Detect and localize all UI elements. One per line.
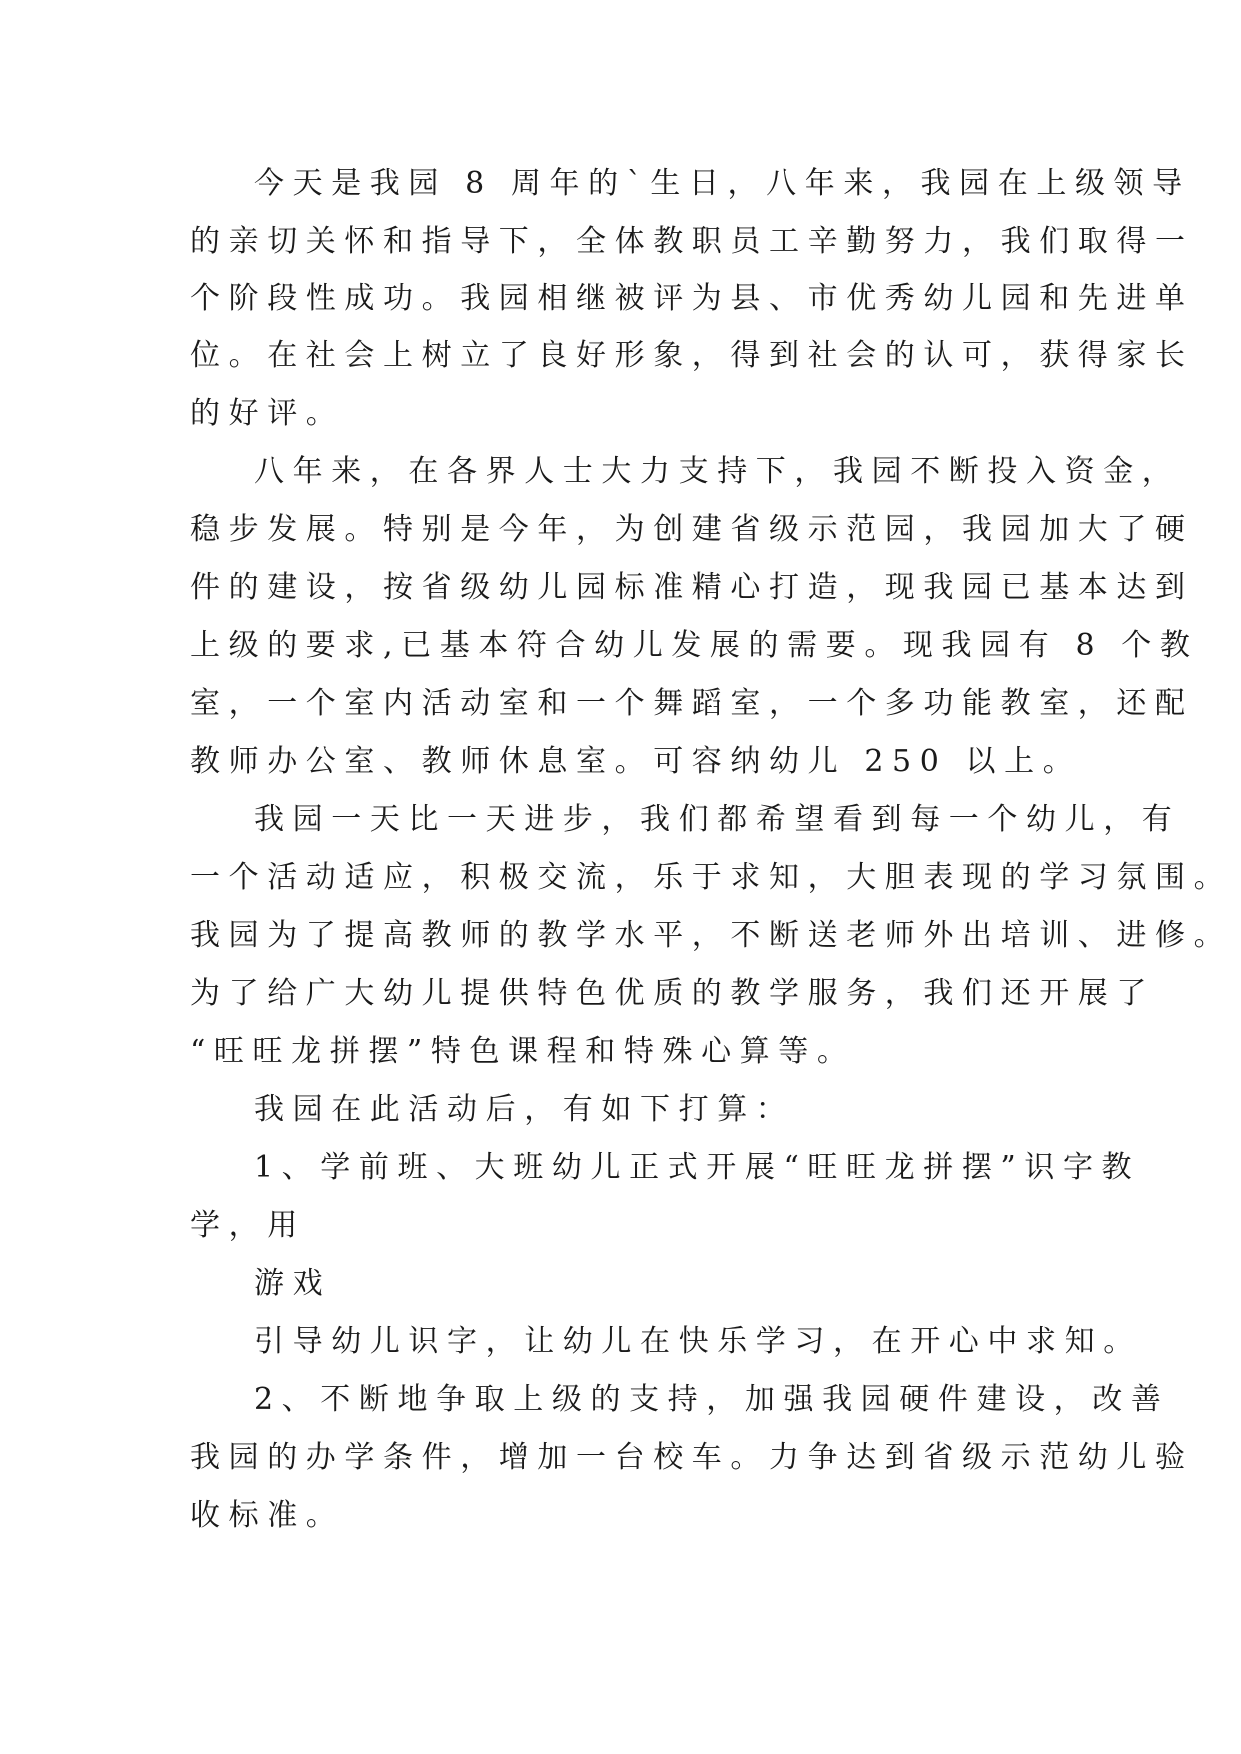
plan-item-2-line-3: 收标准。 [190, 1498, 345, 1533]
paragraph-1-line-3: 个阶段性成功。我园相继被评为县、市优秀幼儿园和先进单 [190, 281, 1194, 316]
paragraph-1-line-1: 今天是我园 8 周年的`生日，八年来，我园在上级领导 [254, 166, 1191, 201]
paragraph-3-line-3: 我园为了提高教师的教学水平，不断送老师外出培训、进修。 [190, 918, 1233, 953]
paragraph-3-line-4: 为了给广大幼儿提供特色优质的教学服务，我们还开展了 [190, 976, 1155, 1011]
paragraph-2-line-6: 教师办公室、教师休息室。可容纳幼儿 250 以上。 [190, 744, 1082, 779]
paragraph-2-line-5: 室，一个室内活动室和一个舞蹈室，一个多功能教室，还配 [190, 686, 1194, 721]
paragraph-4-line-1: 我园在此活动后，有如下打算： [254, 1092, 795, 1127]
paragraph-2-line-4: 上级的要求,已基本符合幼儿发展的需要。现我园有 8 个教 [190, 628, 1199, 663]
paragraph-1-line-5: 的好评。 [190, 396, 345, 431]
plan-item-2-line-2: 我园的办学条件，增加一台校车。力争达到省级示范幼儿验 [190, 1440, 1194, 1475]
plan-item-1-line-1: 1、学前班、大班幼儿正式开展“旺旺龙拼摆”识字教 [254, 1150, 1141, 1185]
plan-item-1-line-4: 引导幼儿识字，让幼儿在快乐学习，在开心中求知。 [254, 1324, 1142, 1359]
plan-item-2-line-1: 2、不断地争取上级的支持，加强我园硬件建设，改善 [254, 1382, 1170, 1417]
paragraph-2-line-1: 八年来，在各界人士大力支持下，我园不断投入资金， [254, 454, 1181, 489]
plan-item-1-line-2: 学，用 [190, 1208, 306, 1243]
paragraph-3-line-1: 我园一天比一天进步，我们都希望看到每一个幼儿，有 [254, 802, 1181, 837]
paragraph-1-line-2: 的亲切关怀和指导下，全体教职员工辛勤努力，我们取得一 [190, 224, 1194, 259]
paragraph-2-line-2: 稳步发展。特别是今年，为创建省级示范园，我园加大了硬 [190, 512, 1194, 547]
paragraph-1-line-4: 位。在社会上树立了良好形象，得到社会的认可，获得家长 [190, 338, 1194, 373]
paragraph-2-line-3: 件的建设，按省级幼儿园标准精心打造，现我园已基本达到 [190, 570, 1194, 605]
paragraph-3-line-2: 一个活动适应，积极交流，乐于求知，大胆表现的学习氛围。 [190, 860, 1233, 895]
plan-item-1-line-3: 游戏 [254, 1266, 332, 1301]
paragraph-3-line-5: “旺旺龙拼摆”特色课程和特殊心算等。 [190, 1034, 856, 1069]
